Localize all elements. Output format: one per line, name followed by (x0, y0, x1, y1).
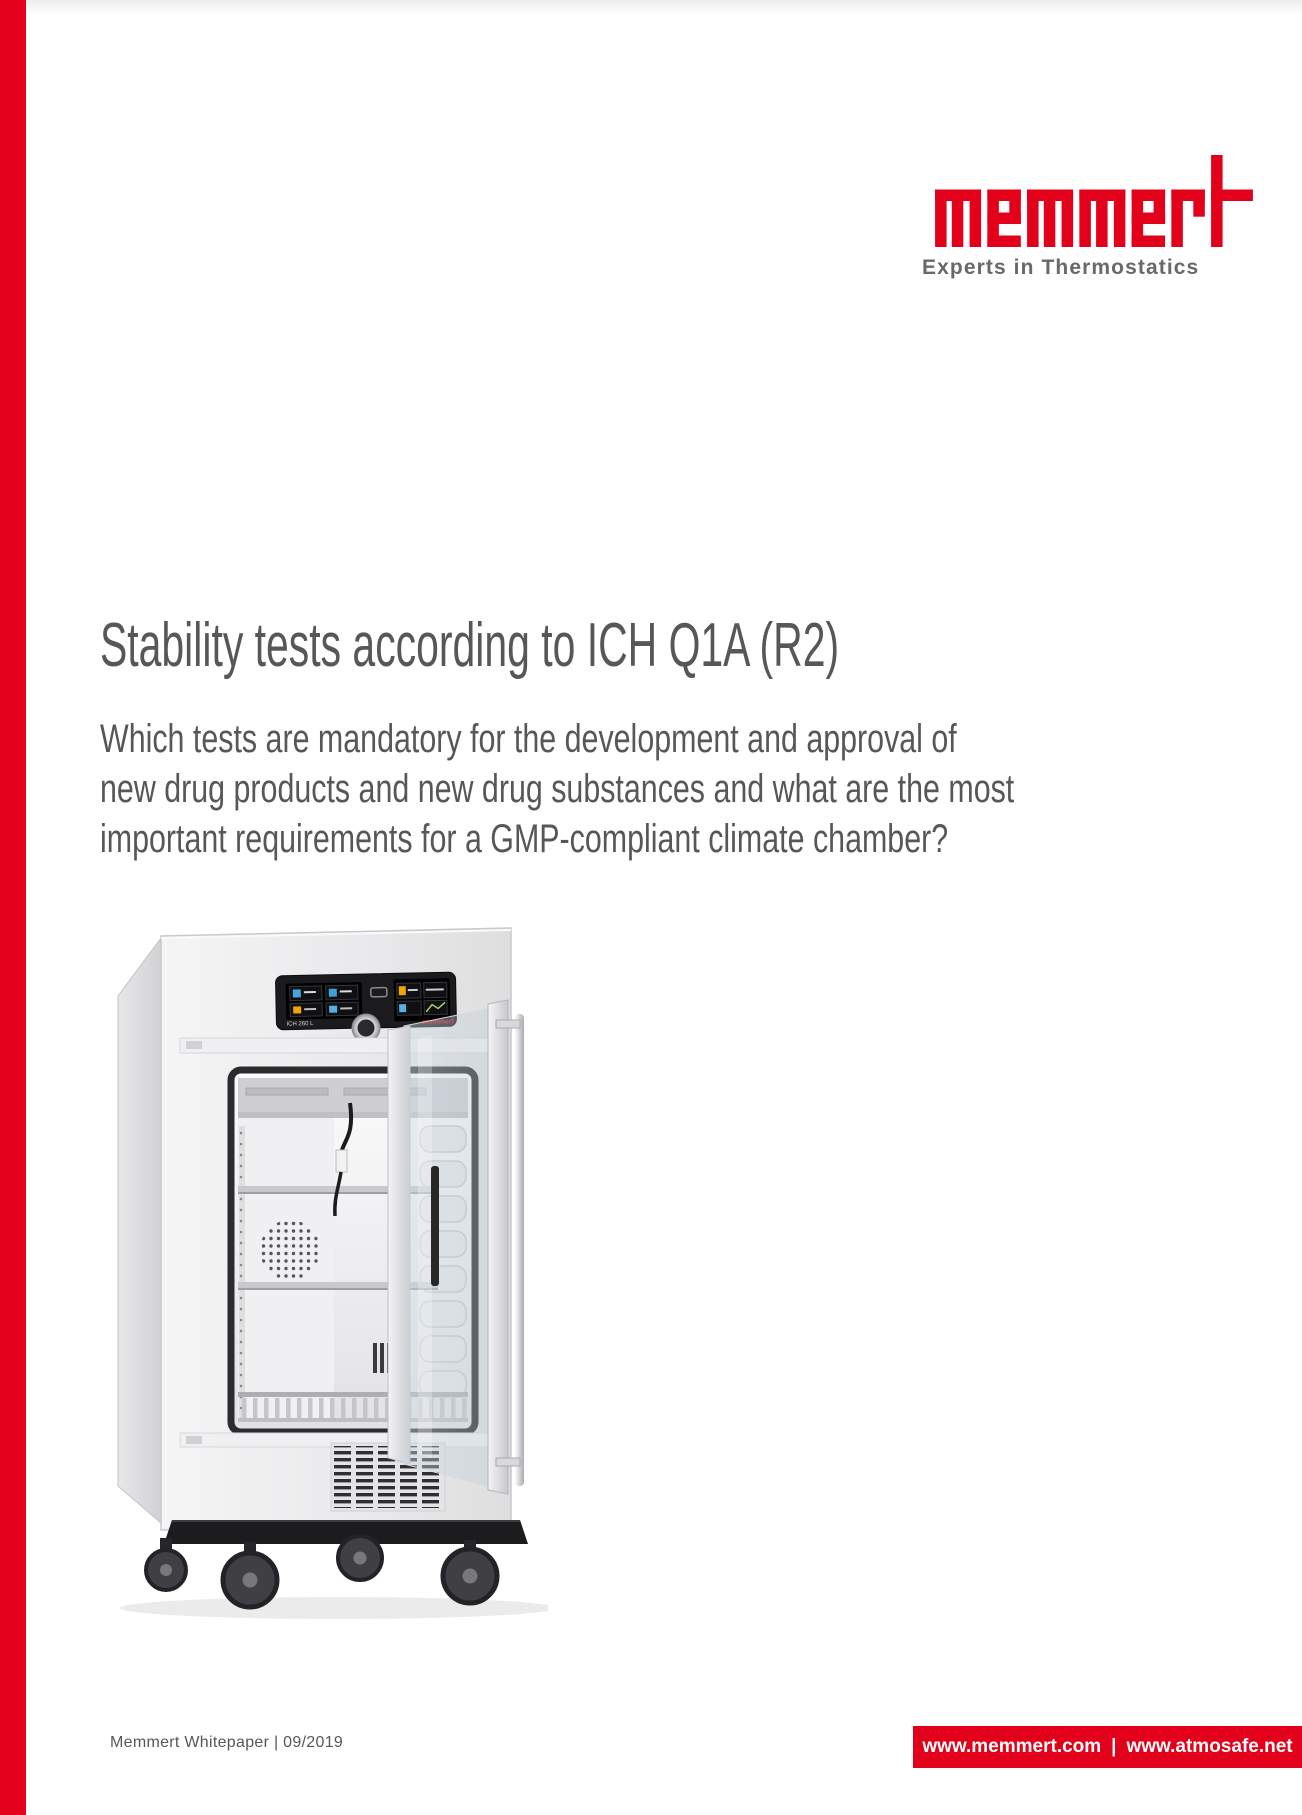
climate-chamber-illustration (88, 898, 548, 1620)
fan-grille (260, 1220, 320, 1280)
footer-note: Memmert Whitepaper | 09/2019 (110, 1734, 344, 1751)
page-title: Stability tests according to ICH Q1A (R2) (100, 611, 840, 680)
top-edge-shading (0, 0, 1302, 14)
lower-latch (186, 1436, 202, 1444)
climate-chamber-image (88, 898, 548, 1620)
memmert-logo-icon (935, 155, 1253, 247)
glass-door (388, 1000, 524, 1494)
footer-separator: | (1111, 1736, 1117, 1757)
link-memmert[interactable]: www.memmert.com (922, 1736, 1102, 1757)
footer-links-bar (913, 1726, 1302, 1768)
inner-door-handle (431, 1166, 439, 1286)
memmert-logo (935, 155, 1253, 247)
subtitle-line-3: important requirements for a GMP-compliant climate chamber? (100, 817, 949, 861)
upper-latch (186, 1041, 202, 1049)
door-handle (515, 1014, 524, 1486)
page-subtitle (100, 714, 1014, 864)
casters (146, 1536, 497, 1607)
left-accent-stripe (0, 0, 26, 1815)
brand-tagline: Experts in Thermostatics (922, 256, 1200, 279)
subtitle-line-1: Which tests are mandatory for the development and approval of (100, 717, 957, 761)
subtitle-line-2: new drug products and new drug substances and what are the most (100, 767, 1015, 811)
link-atmosafe[interactable]: www.atmosafe.net (1126, 1736, 1293, 1757)
model-label: ICH 260 L (286, 1021, 314, 1028)
